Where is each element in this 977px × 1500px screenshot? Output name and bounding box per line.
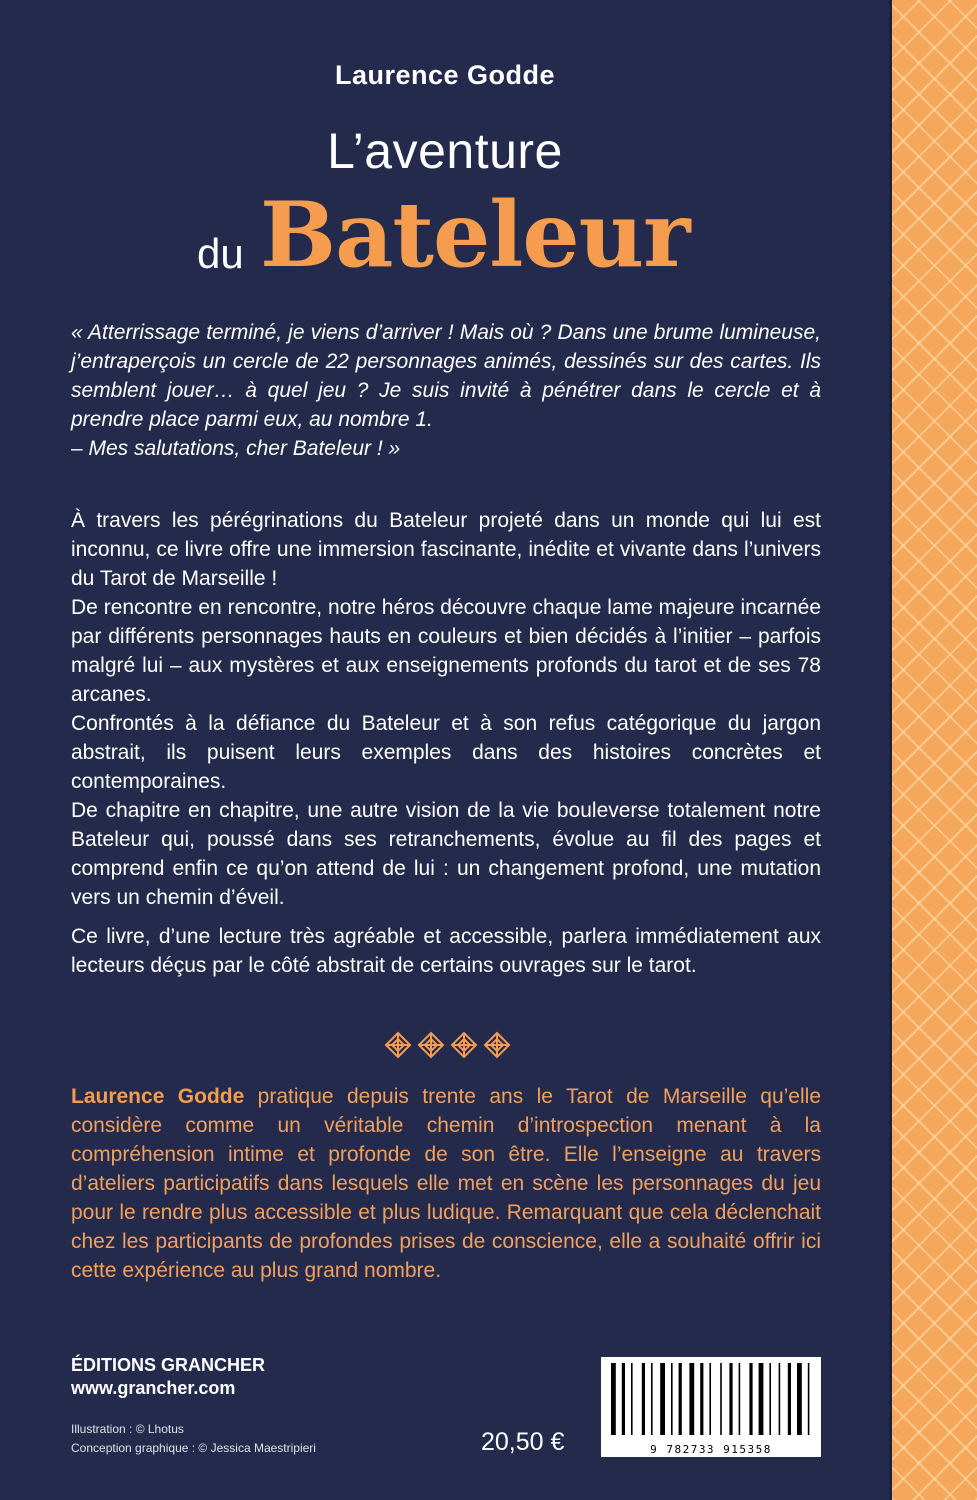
- synopsis-paragraph: De rencontre en rencontre, notre héros découvre chaque lame majeure incarnée par différents personnages hauts en couleurs et bien décidés à l’initier – parfois malgré lui – aux mystères et aux enseignements profonds du tarot et de ses 78 arcanes.: [71, 596, 821, 706]
- quote-paragraph: « Atterrissage terminé, je viens d’arriver ! Mais où ? Dans une brume lumineuse, j’entraperçois un cercle de 22 personnages animés, dessinés sur des cartes. Ils semblent jouer… à quel jeu ? Je suis invité à pénétrer dans le cercle et à prendre place parmi eux, au nombre 1.: [71, 321, 821, 431]
- synopsis-paragraph: De chapitre en chapitre, une autre vision de la vie bouleverse totalement notre Bateleur qui, poussé dans ses retranchements, évolue au fil des pages et comprend enfin ce qu’on attend de lui : un changement profond, une mutation vers un chemin d’éveil.: [71, 799, 821, 909]
- opening-quote: [71, 318, 821, 463]
- synopsis-paragraph: À travers les pérégrinations du Bateleur projeté dans un monde qui lui est inconnu, ce livre offre une immersion fascinante, inédite et vivante dans l’univers du Tarot de Marseille !: [71, 509, 821, 590]
- bio-paragraph: [71, 1082, 821, 1285]
- credit-illustration: Illustration : © Lhotus: [71, 1422, 184, 1436]
- title-du: du: [197, 230, 244, 277]
- credits-block: [71, 1420, 316, 1458]
- publisher-block: [71, 1354, 265, 1400]
- bio-text: pratique depuis trente ans le Tarot de Marseille qu’elle considère comme un véritable chemin d’introspection menant à la compréhension intime et profonde de son être. Elle l’enseigne au travers d’ateliers participatifs dans lesquels elle met en scène les personnages du jeu pour le rendre plus accessible et plus ludique. Remarquant que cela déclenchait chez les participants de profondes prises de conscience, elle a souhaité offrir ici cette expérience au plus grand nombre.: [71, 1085, 821, 1282]
- barcode-bars: [601, 1357, 821, 1441]
- publisher-website[interactable]: www.grancher.com: [71, 1378, 236, 1398]
- barcode-icon: [601, 1357, 821, 1457]
- isbn-number: 9 782733 915358: [650, 1443, 772, 1456]
- synopsis: [71, 506, 821, 912]
- synopsis-paragraph: Confrontés à la défiance du Bateleur et à son refus catégorique du jargon abstrait, ils puisent leurs exemples dans des histoires concrètes et contemporaines.: [71, 712, 821, 793]
- quote-last-line: – Mes salutations, cher Bateleur ! »: [71, 437, 401, 460]
- title-line-1: L’aventure: [327, 123, 563, 179]
- price: 20,50 €: [481, 1428, 565, 1456]
- bio-author-name: Laurence Godde: [71, 1085, 245, 1108]
- publisher-name: ÉDITIONS GRANCHER: [71, 1355, 266, 1375]
- spine-pattern: [892, 0, 977, 1500]
- diamond-ornament-icon: [383, 1030, 513, 1060]
- author-bio: [71, 1082, 821, 1285]
- title-main: Bateleur: [260, 182, 690, 288]
- synopsis-closing: [71, 922, 821, 980]
- author-name: Laurence Godde: [334, 60, 556, 90]
- credit-design: Conception graphique : © Jessica Maestripieri: [71, 1441, 316, 1455]
- synopsis-paragraph: Ce livre, d’une lecture très agréable et accessible, parlera immédiatement aux lecteurs déçus par le côté abstrait de certains ouvrages sur le tarot.: [71, 925, 821, 977]
